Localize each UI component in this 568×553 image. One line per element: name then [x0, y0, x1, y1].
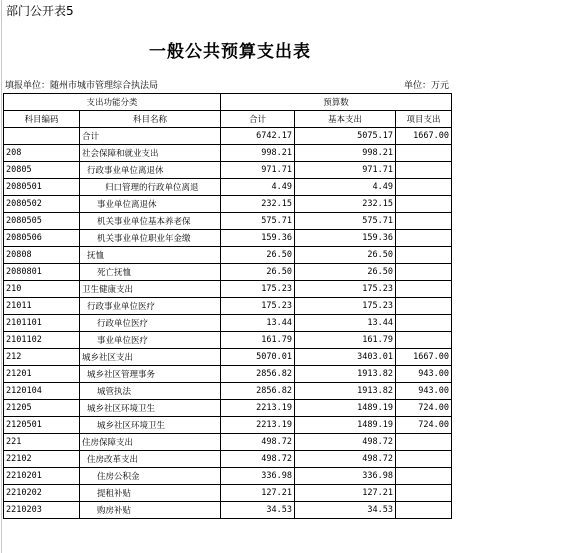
cell-name: 机关事业单位基本养老保 [80, 213, 221, 230]
cell-code: 21201 [4, 366, 80, 383]
cell-project [396, 434, 452, 451]
cell-code: 21205 [4, 400, 80, 417]
cell-project [396, 162, 452, 179]
column-header-project: 项目支出 [396, 111, 452, 128]
table-row [4, 196, 452, 213]
cell-code: 20805 [4, 162, 80, 179]
cell-basic: 232.15 [295, 196, 396, 213]
cell-name: 城乡社区支出 [80, 349, 221, 366]
cell-total: 232.15 [221, 196, 295, 213]
cell-basic: 175.23 [295, 298, 396, 315]
cell-basic: 498.72 [295, 451, 396, 468]
cell-total: 971.71 [221, 162, 295, 179]
cell-code: 212 [4, 349, 80, 366]
sheet-name: 部门公开表5 [6, 4, 74, 18]
cell-total: 26.50 [221, 247, 295, 264]
cell-project: 724.00 [396, 400, 452, 417]
cell-project [396, 230, 452, 247]
cell-name: 事业单位医疗 [80, 332, 221, 349]
table-row [4, 298, 452, 315]
cell-basic: 26.50 [295, 247, 396, 264]
currency-unit: 单位：万元 [404, 81, 450, 91]
cell-code: 210 [4, 281, 80, 298]
table-row [4, 315, 452, 332]
cell-project [396, 145, 452, 162]
cell-name: 行政事业单位医疗 [80, 298, 221, 315]
cell-code: 2120104 [4, 383, 80, 400]
cell-basic: 175.23 [295, 281, 396, 298]
cell-total: 2856.82 [221, 366, 295, 383]
cell-code: 22102 [4, 451, 80, 468]
reporting-unit: 填报单位：随州市城市管理综合执法局 [5, 81, 159, 91]
table-row [4, 213, 452, 230]
cell-code: 2080502 [4, 196, 80, 213]
cell-total: 127.21 [221, 485, 295, 502]
cell-name: 事业单位离退休 [80, 196, 221, 213]
cell-basic: 161.79 [295, 332, 396, 349]
cell-code: 2210201 [4, 468, 80, 485]
table-row [4, 281, 452, 298]
cell-basic: 3403.01 [295, 349, 396, 366]
table-row [4, 230, 452, 247]
cell-total: 34.53 [221, 502, 295, 519]
cell-project [396, 213, 452, 230]
column-header-total: 合计 [221, 111, 295, 128]
cell-name: 住房公积金 [80, 468, 221, 485]
cell-name: 城乡社区管理事务 [80, 366, 221, 383]
cell-total: 575.71 [221, 213, 295, 230]
cell-name: 提租补贴 [80, 485, 221, 502]
cell-name: 城乡社区环境卫生 [80, 417, 221, 434]
cell-basic: 998.21 [295, 145, 396, 162]
cell-total: 6742.17 [221, 128, 295, 145]
cell-code: 21011 [4, 298, 80, 315]
cell-project: 724.00 [396, 417, 452, 434]
budget-table-body [4, 94, 452, 519]
budget-table [3, 93, 452, 519]
page-title: 一般公共预算支出表 [149, 42, 311, 62]
group-header-function: 支出功能分类 [4, 94, 221, 111]
table-row [4, 128, 452, 145]
cell-project [396, 179, 452, 196]
cell-project [396, 315, 452, 332]
cell-total: 175.23 [221, 298, 295, 315]
column-header-row [4, 111, 452, 128]
table-row [4, 145, 452, 162]
cell-basic: 127.21 [295, 485, 396, 502]
cell-code: 2080506 [4, 230, 80, 247]
cell-name: 购房补贴 [80, 502, 221, 519]
cell-project [396, 451, 452, 468]
cell-total: 498.72 [221, 434, 295, 451]
table-row [4, 366, 452, 383]
cell-total: 26.50 [221, 264, 295, 281]
cell-code: 2101101 [4, 315, 80, 332]
column-header-basic: 基本支出 [295, 111, 396, 128]
cell-code: 221 [4, 434, 80, 451]
cell-project [396, 264, 452, 281]
group-header-budget: 预算数 [221, 94, 452, 111]
cell-basic: 971.71 [295, 162, 396, 179]
cell-total: 4.49 [221, 179, 295, 196]
table-row [4, 468, 452, 485]
cell-code: 20808 [4, 247, 80, 264]
cell-name: 归口管理的行政单位离退 [80, 179, 221, 196]
cell-name: 住房保障支出 [80, 434, 221, 451]
cell-total: 498.72 [221, 451, 295, 468]
group-header-row [4, 94, 452, 111]
cell-project [396, 196, 452, 213]
cell-project [396, 281, 452, 298]
column-header-code: 科目编码 [4, 111, 80, 128]
table-row [4, 264, 452, 281]
cell-project [396, 468, 452, 485]
cell-project: 943.00 [396, 366, 452, 383]
table-row [4, 451, 452, 468]
cell-total: 336.98 [221, 468, 295, 485]
cell-basic: 159.36 [295, 230, 396, 247]
table-row [4, 179, 452, 196]
cell-total: 998.21 [221, 145, 295, 162]
cell-project [396, 298, 452, 315]
table-row [4, 417, 452, 434]
cell-basic: 336.98 [295, 468, 396, 485]
cell-name: 住房改革支出 [80, 451, 221, 468]
cell-basic: 1913.82 [295, 383, 396, 400]
cell-project: 1667.00 [396, 128, 452, 145]
table-row [4, 349, 452, 366]
table-row [4, 332, 452, 349]
cell-code [4, 128, 80, 145]
cell-project [396, 485, 452, 502]
table-row [4, 400, 452, 417]
table-row [4, 502, 452, 519]
cell-name: 城管执法 [80, 383, 221, 400]
cell-code: 2080801 [4, 264, 80, 281]
table-row [4, 247, 452, 264]
cell-name: 行政单位医疗 [80, 315, 221, 332]
cell-basic: 4.49 [295, 179, 396, 196]
sheet-left-border [1, 0, 2, 553]
cell-total: 2856.82 [221, 383, 295, 400]
cell-project [396, 502, 452, 519]
cell-basic: 5075.17 [295, 128, 396, 145]
cell-code: 2210203 [4, 502, 80, 519]
cell-name: 行政事业单位离退休 [80, 162, 221, 179]
table-row [4, 485, 452, 502]
cell-name: 死亡抚恤 [80, 264, 221, 281]
cell-name: 城乡社区环境卫生 [80, 400, 221, 417]
cell-basic: 1489.19 [295, 400, 396, 417]
cell-code: 2101102 [4, 332, 80, 349]
cell-basic: 34.53 [295, 502, 396, 519]
cell-total: 2213.19 [221, 400, 295, 417]
cell-basic: 26.50 [295, 264, 396, 281]
cell-name: 卫生健康支出 [80, 281, 221, 298]
cell-basic: 1913.82 [295, 366, 396, 383]
cell-name: 机关事业单位职业年金缴 [80, 230, 221, 247]
cell-name: 抚恤 [80, 247, 221, 264]
table-row [4, 383, 452, 400]
cell-code: 2210202 [4, 485, 80, 502]
column-header-name: 科目名称 [80, 111, 221, 128]
cell-project [396, 247, 452, 264]
cell-total: 159.36 [221, 230, 295, 247]
cell-project [396, 332, 452, 349]
cell-code: 2120501 [4, 417, 80, 434]
table-row [4, 434, 452, 451]
cell-name: 合计 [80, 128, 221, 145]
cell-total: 175.23 [221, 281, 295, 298]
cell-basic: 13.44 [295, 315, 396, 332]
cell-total: 161.79 [221, 332, 295, 349]
cell-project: 1667.00 [396, 349, 452, 366]
cell-project: 943.00 [396, 383, 452, 400]
cell-name: 社会保障和就业支出 [80, 145, 221, 162]
cell-total: 2213.19 [221, 417, 295, 434]
cell-code: 208 [4, 145, 80, 162]
cell-total: 5070.01 [221, 349, 295, 366]
cell-total: 13.44 [221, 315, 295, 332]
cell-basic: 575.71 [295, 213, 396, 230]
cell-basic: 498.72 [295, 434, 396, 451]
cell-basic: 1489.19 [295, 417, 396, 434]
table-row [4, 162, 452, 179]
cell-code: 2080505 [4, 213, 80, 230]
cell-code: 2080501 [4, 179, 80, 196]
